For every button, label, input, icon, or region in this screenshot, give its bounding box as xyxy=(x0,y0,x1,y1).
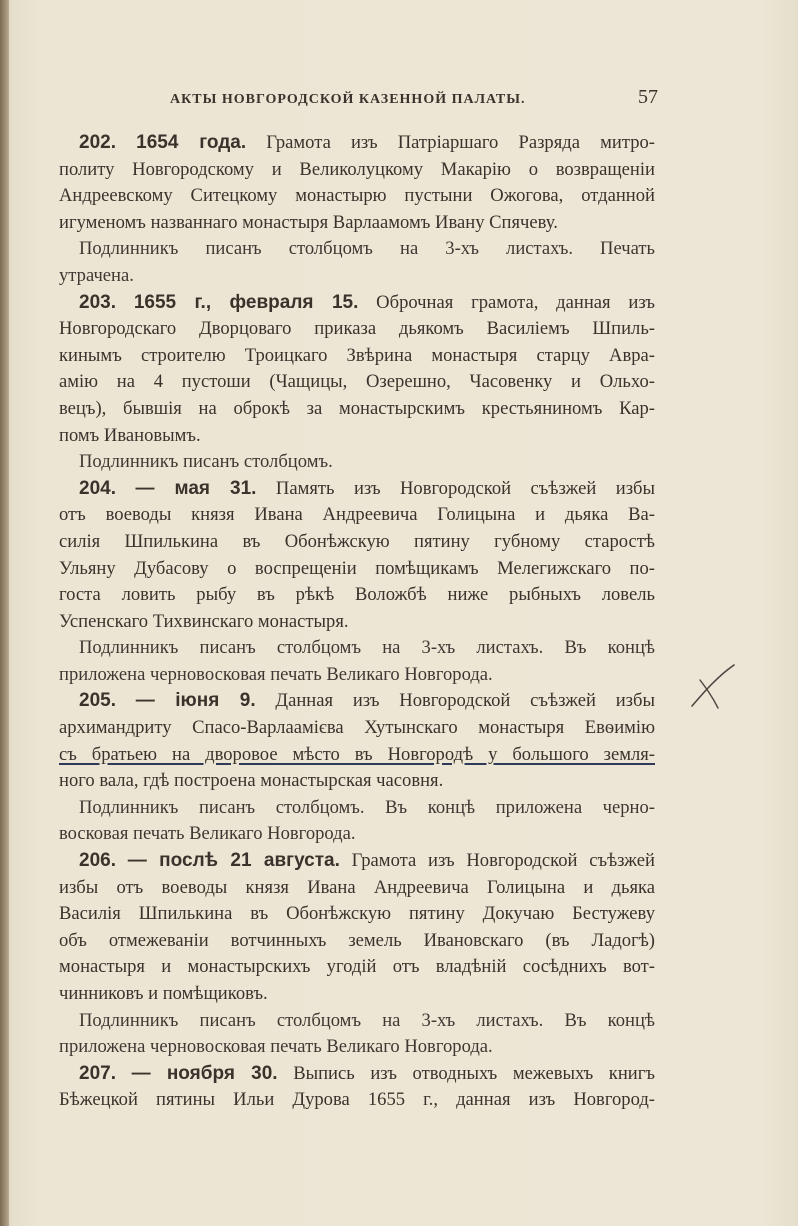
entry-note: Подлинникъ писанъ столбцомъ. Въ концѣ приложена черно- xyxy=(79,796,655,818)
entry-line: отъ воеводы князя Ивана Андреевича Голицына и дьяка Ва- xyxy=(59,504,655,526)
entry-line: чинниковъ и помѣщиковъ. xyxy=(59,983,268,1004)
entry-note: приложена черновосковая печать Великаго Новгорода. xyxy=(59,663,493,685)
entry-date: 1655 г., февраля 15. xyxy=(133,291,359,313)
entry-date: 1654 года. xyxy=(136,132,247,153)
entry-note: Подлинникъ писанъ столбцомъ. xyxy=(79,451,333,473)
entry-line: Ульяну Дубасову о воспрещеніи помѣщикамъ Мелегижскаго по- xyxy=(59,557,655,579)
entry-line: вецъ), бывшія на оброкѣ за монастырскимъ крестьяниномъ Кар- xyxy=(59,397,655,419)
document-body xyxy=(59,130,655,1114)
entry-205-line-1: 205. — іюня 9. Данная изъ Новгородской съѣзжей избы xyxy=(79,690,655,712)
entry-202-line-1: 202. 1654 года. Грамота изъ Патріаршаго Разряда митро- xyxy=(79,132,655,153)
entry-line: архимандриту Спасо-Варлаамієва Хутынскаго монастыря Евѳимію xyxy=(59,717,655,739)
entry-line: монастыря и монастырскихъ угодій отъ владѣній сосѣднихъ вот- xyxy=(59,956,655,978)
entry-line: кинымъ строителю Троицкаго Звѣрина монастыря старцу Авра- xyxy=(59,344,655,366)
entry-number: 207. xyxy=(79,1062,116,1084)
entry-line: амію на 4 пустоши (Чащицы, Озерешно, Часовенку и Ольхо- xyxy=(59,371,655,393)
pencil-x-mark-icon xyxy=(688,662,738,710)
entry-line: силія Шпилькина въ Обонѣжскую пятину губному старостѣ xyxy=(59,530,655,552)
entry-line: ного вала, гдѣ построена монастырская часовня. xyxy=(59,770,444,792)
entry-line-underlined: съ братьею на дворовое мѣсто въ Новгородѣ у большого земля- xyxy=(59,743,655,765)
entry-line: госта ловить рыбу въ рѣкѣ Воложбѣ ниже рыбныхъ ловель xyxy=(59,584,655,606)
entry-line: избы отъ воеводы князя Ивана Андреевича Голицына и дьяка xyxy=(59,876,655,898)
entry-line: помъ Ивановымъ. xyxy=(59,424,201,446)
page-header xyxy=(150,86,658,116)
entry-note: Подлинникъ писанъ столбцомъ на 3-хъ листахъ. Печать xyxy=(79,238,655,260)
entry-number: 204. xyxy=(79,477,116,499)
entry-note: утрачена. xyxy=(59,264,134,286)
entry-date: — ноября 30. xyxy=(131,1062,278,1084)
entry-note: приложена черновосковая печать Великаго Новгорода. xyxy=(59,1036,493,1058)
entry-number: 203. xyxy=(79,291,116,313)
entry-line: Василія Шпилькина въ Обонѣжскую пятину Докучаю Бестужеву xyxy=(59,903,655,925)
entry-line: Новгородскаго Дворцоваго приказа дьякомъ Василіемъ Шпиль- xyxy=(59,318,655,340)
entry-date: — мая 31. xyxy=(135,477,257,499)
page-binding-edge xyxy=(0,0,9,1226)
entry-204-line-1: 204. — мая 31. Память изъ Новгородской съѣзжей избы xyxy=(79,477,655,499)
entry-date: — іюня 9. xyxy=(135,690,256,712)
entry-number: 206. xyxy=(79,850,116,872)
entry-number: 205. xyxy=(79,690,116,712)
entry-line: Успенскаго Тихвинскаго монастыря. xyxy=(59,610,349,632)
entry-line: политу Новгородскому и Великолуцкому Макарію о возвращеніи xyxy=(59,158,655,180)
entry-note: восковая печать Великаго Новгорода. xyxy=(59,823,356,845)
entry-number: 202. xyxy=(79,132,116,153)
entry-line: Андреевскому Ситецкому монастырю пустыни Ожогова, отданной xyxy=(59,185,655,207)
page-number: 57 xyxy=(638,86,658,108)
entry-date: — послѣ 21 августа. xyxy=(127,850,340,872)
entry-note: Подлинникъ писанъ столбцомъ на 3-хъ листахъ. Въ концѣ xyxy=(79,637,655,659)
entry-note: Подлинникъ писанъ столбцомъ на 3-хъ листахъ. Въ концѣ xyxy=(79,1009,655,1031)
entry-line: объ отмежеваніи вотчинныхъ земель Ивановскаго (въ Ладогѣ) xyxy=(59,929,655,951)
entry-line: Бѣжецкой пятины Ильи Дурова 1655 г., данная изъ Новгород- xyxy=(59,1089,655,1111)
entry-203-line-1: 203. 1655 г., февраля 15. Оброчная грамота, данная изъ xyxy=(79,291,655,313)
entry-line: игуменомъ названнаго монастыря Варлаамомъ Ивану Спячеву. xyxy=(59,211,558,233)
running-head: АКТЫ НОВГОРОДСКОЙ КАЗЕННОЙ ПАЛАТЫ. xyxy=(170,92,526,107)
entry-206-line-1: 206. — послѣ 21 августа. Грамота изъ Новгородской съѣзжей xyxy=(79,850,655,872)
entry-207-line-1: 207. — ноября 30. Выпись изъ отводныхъ межевыхъ книгъ xyxy=(79,1062,655,1084)
